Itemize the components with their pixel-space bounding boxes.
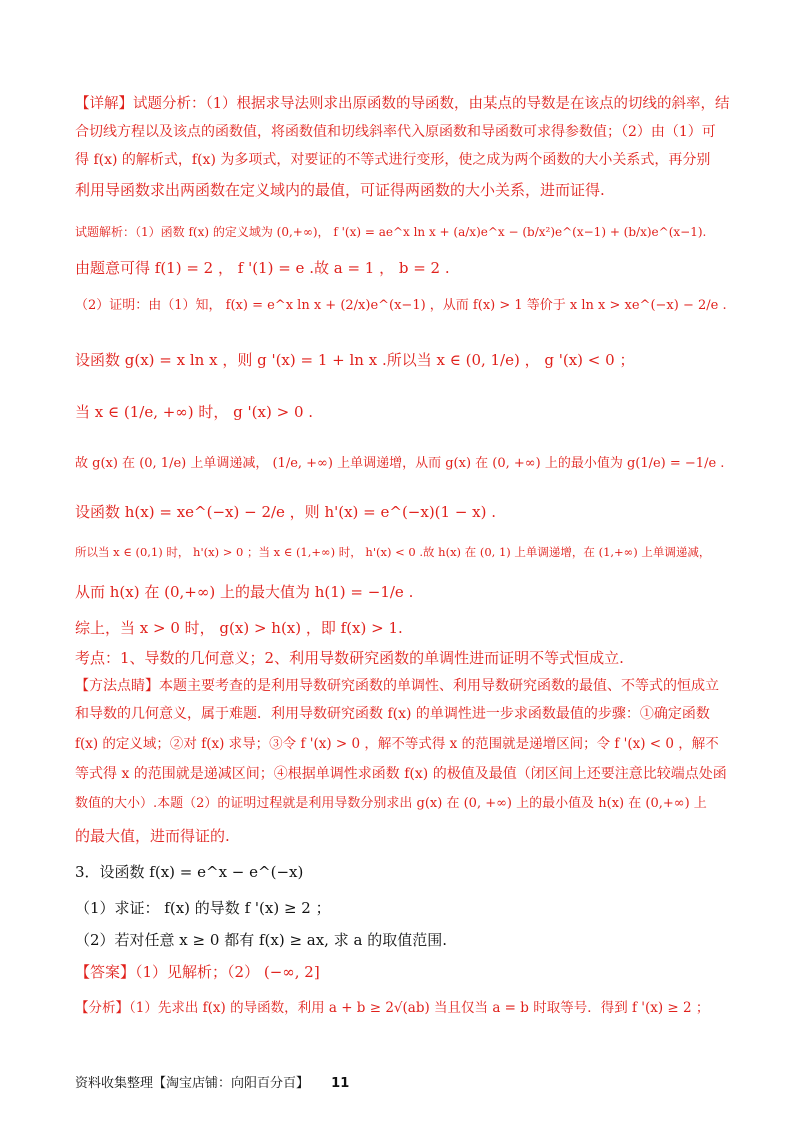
solution-line-1: 试题解析：（1）函数 f(x) 的定义域为 (0,+∞)， f '(x) = ae^x ln x + (a/x)e^x − (b/x²)e^(x−1) + (b/x)e^(x−1). — [75, 225, 707, 239]
answer-line: 【答案】（1）见解析；（2） (−∞, 2] — [75, 963, 320, 981]
method-line-1: 【方法点睛】本题主要考查的是利用导数研究函数的单调性、利用导数研究函数的最值、不等式的恒成立 — [75, 678, 719, 694]
detail-analysis-line-2: 合切线方程以及该点的函数值，将函数值和切线斜率代入原函数和导函数可求得参数值；（2）由（1）可 — [75, 124, 716, 140]
analysis-line: 【分析】（1）先求出 f(x) 的导函数，利用 a + b ≥ 2√(ab) 当且仅当 a = b 时取等号．得到 f '(x) ≥ 2 ； — [75, 1000, 710, 1016]
page-number: 11 — [331, 1076, 350, 1091]
detail-analysis-line-4: 利用导函数求出两函数在定义域内的最值，可证得两函数的大小关系，进而证得. — [75, 181, 605, 199]
problem-3-part-1: （1）求证： f(x) 的导数 f '(x) ≥ 2 ； — [75, 899, 331, 917]
proof-line-8: 综上，当 x > 0 时， g(x) > h(x) ，即 f(x) > 1. — [75, 619, 403, 637]
problem-3-part-2: （2）若对任意 x ≥ 0 都有 f(x) ≥ ax, 求 a 的取值范围. — [75, 931, 447, 949]
proof-line-7: 从而 h(x) 在 (0,+∞) 上的最大值为 h(1) = −1/e . — [75, 583, 414, 601]
key-points-line: 考点：1、导数的几何意义；2、利用导数研究函数的单调性进而证明不等式恒成立. — [75, 649, 624, 667]
method-line-3: f(x) 的定义域；②对 f(x) 求导；③令 f '(x) > 0 ，解不等式得 x 的范围就是递增区间；令 f '(x) < 0 ，解不 — [75, 736, 719, 752]
proof-line-2: 设函数 g(x) = x ln x ，则 g '(x) = 1 + ln x .所以当 x ∈ (0, 1/e) ， g '(x) < 0 ； — [75, 351, 635, 369]
detail-analysis-line-3: 得 f(x) 的解析式，f(x) 为多项式，对要证的不等式进行变形，使之成为两个函数的大小关系式，再分别 — [75, 152, 711, 168]
method-line-6: 的最大值，进而得证的. — [75, 827, 230, 845]
page-footer — [75, 1072, 349, 1091]
method-line-2: 和导数的几何意义，属于难题．利用导数研究函数 f(x) 的单调性进一步求函数最值的步骤：①确定函数 — [75, 706, 710, 722]
proof-line-1: （2）证明：由（1）知， f(x) = e^x ln x + (2/x)e^(x−1) ，从而 f(x) > 1 等价于 x ln x > xe^(−x) − 2/e . — [75, 298, 727, 313]
method-line-5: 数值的大小）.本题（2）的证明过程就是利用导数分别求出 g(x) 在 (0, +∞) 上的最小值及 h(x) 在 (0,+∞) 上 — [75, 796, 707, 811]
footer-source-text: 资料收集整理【淘宝店铺：向阳百分百】 — [75, 1076, 310, 1091]
problem-3-title: 3．设函数 f(x) = e^x − e^(−x) — [75, 863, 304, 881]
method-line-4: 等式得 x 的范围就是递减区间；④根据单调性求函数 f(x) 的极值及最值（闭区间上还要注意比较端点处函 — [75, 766, 727, 782]
proof-line-4: 故 g(x) 在 (0, 1/e) 上单调递减， (1/e, +∞) 上单调递增，从而 g(x) 在 (0, +∞) 上的最小值为 g(1/e) = −1/e . — [75, 456, 725, 471]
detail-analysis-line-1: 【详解】试题分析：（1）根据求导法则求出原函数的导函数，由某点的导数是在该点的切线的斜率，结 — [75, 96, 730, 112]
solution-line-2: 由题意可得 f(1) = 2 ， f '(1) = e .故 a = 1 ， b = 2 . — [75, 259, 450, 277]
proof-line-6: 所以当 x ∈ (0,1) 时， h'(x) > 0 ；当 x ∈ (1,+∞) 时， h'(x) < 0 .故 h(x) 在 (0, 1) 上单调递增，在 (1,+∞) 上单调递减， — [75, 545, 711, 559]
proof-line-3: 当 x ∈ (1/e, +∞) 时， g '(x) > 0 . — [75, 403, 314, 421]
proof-line-5: 设函数 h(x) = xe^(−x) − 2/e ，则 h'(x) = e^(−x)(1 − x) . — [75, 503, 497, 521]
